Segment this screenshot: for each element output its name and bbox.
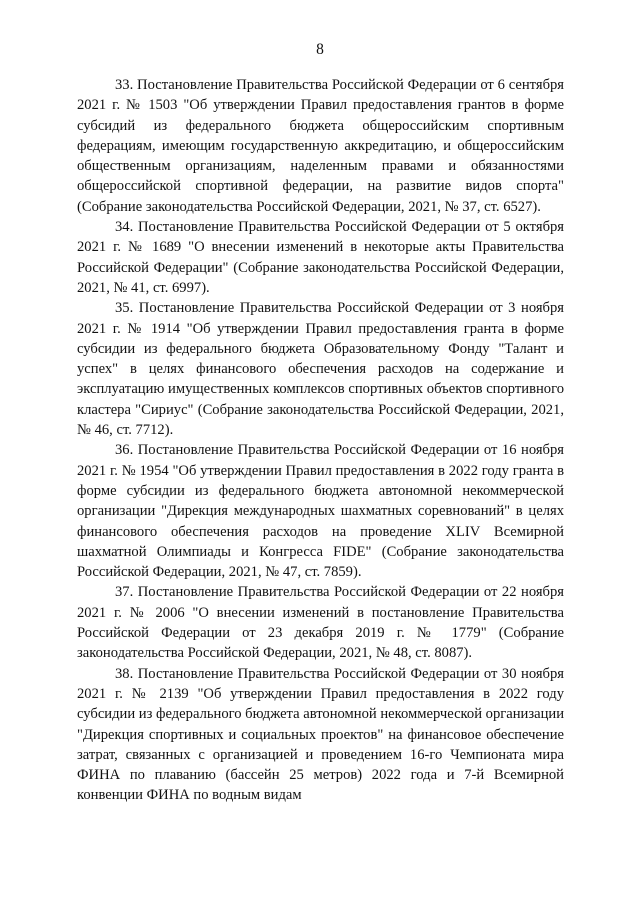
list-item: 34. Постановление Правительства Российской Федерации от 5 октября 2021 г. № 1689 "О внесении изменений в некоторые акты Правительства Российской Федерации" (Собрание законодательства Российской Федерации, 2021, № 41, ст. 6997). — [77, 219, 564, 296]
page-number: 8 — [316, 41, 324, 58]
list-item: 38. Постановление Правительства Российской Федерации от 30 ноября 2021 г. № 2139 "Об утверждении Правил предоставления в 2022 году субсидии из федерального бюджета автономной некоммерческой организации "Дирекция спортивных и социальных проектов" на финансовое обеспечение затрат, связанных с организацией и проведением 16-го Чемпионата мира ФИНА по плаванию (бассейн 25 метров) 2022 года и 7-й Всемирной конвенции ФИНА по водным видам — [77, 665, 565, 804]
list-item: 36. Постановление Правительства Российской Федерации от 16 ноября 2021 г. № 1954 "Об утверждении Правил предоставления в 2022 году гранта в форме субсидии из федерального бюджета автономной некоммерческой организации "Дирекция международных шахматных соревнований" в целях финансового обеспечения расходов на проведение XLIV Всемирной шахматной Олимпиады и Конгресса FIDE" (Собрание законодательства Российской Федерации, 2021, № 47, ст. 7859). — [77, 442, 564, 581]
list-item: 33. Постановление Правительства Российской Федерации от 6 сентября 2021 г. № 1503 "Об утверждении Правил предоставления грантов в форме субсидий из федерального бюджета общероссийским спортивным федерациям, имеющим государственную аккредитацию, и общероссийским общественным организациям, наделенным правами и обязанностями общероссийской спортивной федерации, на развитие видов спорта" (Собрание законодательства Российской Федерации, 2021, № 37, ст. 6527). — [77, 77, 564, 215]
list-item: 37. Постановление Правительства Российской Федерации от 22 ноября 2021 г. № 2006 "О внесении изменений в постановление Правительства Российской Федерации от 23 декабря 2019 г. № 1779" (Собрание законодательства Российской Федерации, 2021, № 48, ст. 8087). — [77, 584, 564, 662]
document-body — [77, 75, 564, 806]
list-item: 35. Постановление Правительства Российской Федерации от 3 ноября 2021 г. № 1914 "Об утверждении Правил предоставления гранта в форме субсидии из федерального бюджета Образовательному Фонду "Талант и успех" в целях финансового обеспечения расходов на содержание и эксплуатацию имущественных комплексов спортивных объектов спортивного кластера "Сириус" (Собрание законодательства Российской Федерации, 2021, № 46, ст. 7712). — [77, 300, 564, 439]
